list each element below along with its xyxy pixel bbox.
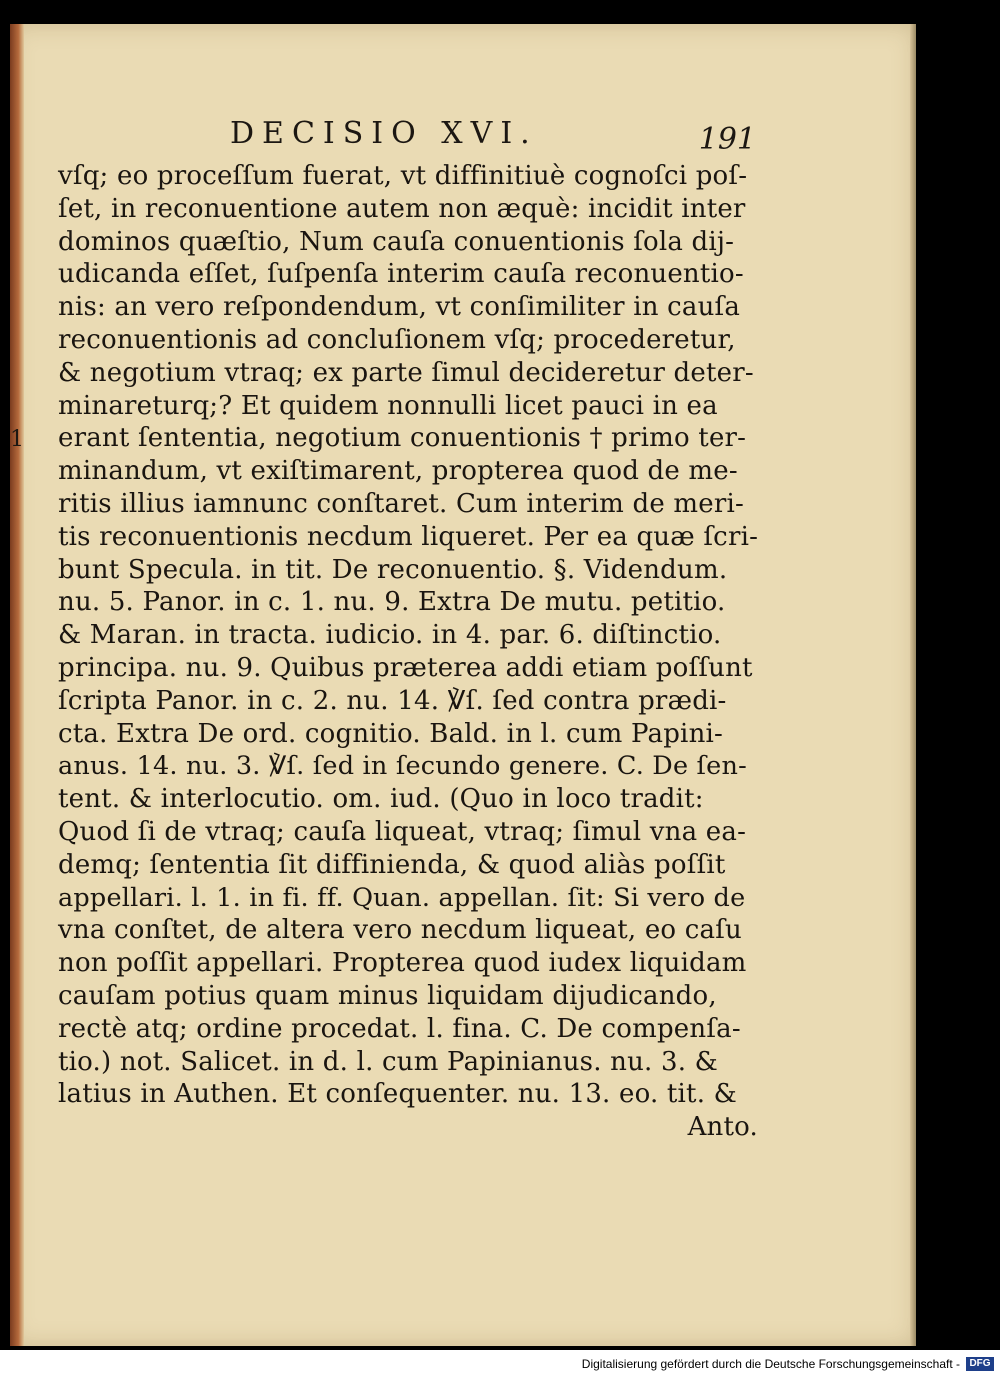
text-line: nis: an vero reſpondendum, vt conſimiliter in cauſa [58, 292, 741, 323]
text-line: cauſam potius quam minus liquidam dijudicando, [58, 980, 717, 1011]
text-line: erant ſententia, negotium conuentionis † primo ter- [58, 423, 747, 454]
running-header: DECISIO XVI. [230, 116, 538, 151]
funding-notice: Digitalisierung gefördert durch die Deutsche Forschungsgemeinschaft - [581, 1357, 960, 1371]
text-line: & Maran. in tracta. iudicio. in 4. par. 6. diſtinctio. [58, 620, 722, 651]
text-line: ſet, in reconuentione autem non æquè: incidit inter [58, 193, 746, 224]
text-line: & negotium vtraq; ex parte ſimul decideretur deter- [58, 357, 754, 388]
marginal-note: 1 [10, 427, 24, 452]
text-line: bunt Specula. in tit. De reconuentio. §. Videndum. [58, 554, 728, 585]
text-line: appellari. l. 1. in fi. ff. Quan. appellan. ſit: Si vero de [58, 882, 746, 913]
text-line: demq; ſententia ſit diffinienda, & quod aliàs poſſit [58, 849, 726, 880]
text-line: tis reconuentionis necdum liqueret. Per ea quæ ſcri- [58, 521, 759, 552]
text-line: anus. 14. nu. 3. ℣ſ. ſed in ſecundo genere. C. De ſen- [58, 751, 747, 782]
page-right-edge [910, 24, 916, 1346]
page-binding-edge [10, 24, 24, 1346]
text-line: udicanda eſſet, ſuſpenſa interim cauſa reconuentio- [58, 259, 744, 290]
text-line: non poſſit appellari. Propterea quod iudex liquidam [58, 948, 747, 979]
text-line: vna conſtet, de altera vero necdum liqueat, eo caſu [58, 915, 742, 946]
text-line: principa. nu. 9. Quibus præterea addi etiam poſſunt [58, 652, 753, 683]
body-text [58, 160, 758, 1144]
text-line: minandum, vt exiſtimarent, propterea quod de me- [58, 456, 738, 487]
text-line: ſcripta Panor. in c. 2. nu. 14. ℣ſ. ſed contra prædi- [58, 685, 727, 716]
text-line: minareturq;? Et quidem nonnulli licet pauci in ea [58, 390, 718, 421]
text-line: reconuentionis ad concluſionem vſq; procederetur, [58, 324, 736, 355]
text-line: dominos quæſtio, Num cauſa conuentionis ſola dij- [58, 226, 735, 257]
text-line: vſq; eo proceſſum fuerat, vt diffinitiuè cognoſci poſ- [58, 161, 748, 191]
text-line: Quod ſi de vtraq; cauſa liqueat, vtraq; ſimul vna ea- [58, 816, 747, 847]
page-number: 191 [698, 122, 756, 157]
text-line: ritis illius iamnunc conſtaret. Cum interim de meri- [58, 488, 744, 519]
text-line: tio.) not. Salicet. in d. l. cum Papinianus. nu. 3. & [58, 1046, 718, 1077]
text-line: rectè atq; ordine procedat. l. fina. C. De compenſa- [58, 1013, 741, 1044]
text-line: nu. 5. Panor. in c. 1. nu. 9. Extra De mutu. petitio. [58, 587, 726, 618]
text-line: latius in Authen. Et conſequenter. nu. 13. eo. tit. & [58, 1079, 737, 1110]
footer-bar [0, 1350, 1000, 1376]
book-page [10, 24, 916, 1346]
catchword: Anto. [687, 1112, 758, 1143]
dfg-logo: DFG [966, 1357, 994, 1371]
text-line: cta. Extra De ord. cognitio. Bald. in l. cum Papini- [58, 718, 724, 749]
text-line: tent. & interlocutio. om. iud. (Quo in loco tradit: [58, 784, 704, 815]
